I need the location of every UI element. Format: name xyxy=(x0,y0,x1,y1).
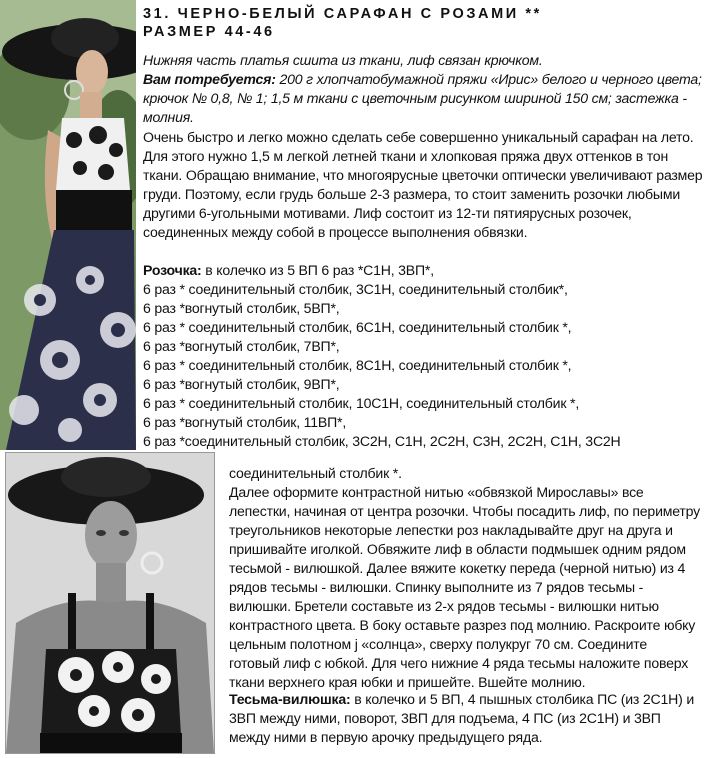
rosette-first-text: в колечко из 5 ВП 6 раз *С1Н, 3ВП*, xyxy=(201,262,434,278)
tesma-text: в колечко и 5 ВП, 4 пышных столбика ПС (из 2С1Н) и 3ВП между ними, поворот, 3ВП для подъема, 4 ПС (из 2С1Н) и 3ВП между ними в первую арочку предыдущего ряда. xyxy=(229,691,695,745)
rosette-row: 6 раз * соединительный столбик, 10С1Н, соединительный столбик *, xyxy=(143,395,580,411)
rosette-row: 6 раз *вогнутый столбик, 7ВП*, xyxy=(143,338,340,354)
assembly-section xyxy=(229,464,701,692)
intro-section xyxy=(143,51,703,127)
rosette-row: 6 раз * соединительный столбик, 6С1Н, соединительный столбик *, xyxy=(143,319,572,335)
intro-subtitle: Нижняя часть платья сшита из ткани, лиф связан крючком. xyxy=(143,52,543,68)
description-paragraph: Очень быстро и легко можно сделать себе совершенно уникальный сарафан на лето. Для этого нужно 1,5 м легкой летней ткани и хлопковая пряжа двух оттенков в тон ткани. Обращаю внимание, что многоярусные цветочки оптически увеличивают размер груди. Поэтому, если грудь больше 2-3 размера, то стоит заменить розочки любыми другими 6-угольными мотивами. Лиф состоит из 12-ти пятиярусных розочек, соединенных между собой в процессе выполнения обвязки. xyxy=(143,129,703,240)
materials-label: Вам потребуется: xyxy=(143,71,276,87)
rosette-instructions xyxy=(143,261,703,451)
tesma-section xyxy=(229,690,701,747)
rosette-row: 6 раз *соединительный столбик, 3С2Н, С1Н, 2С2Н, С3Н, 2С2Н, С1Н, 3С2Н xyxy=(143,433,621,449)
article-size: РАЗМЕР 44-46 xyxy=(143,23,275,40)
rosette-row: 6 раз *вогнутый столбик, 9ВП*, xyxy=(143,376,340,392)
materials-paragraph xyxy=(143,70,703,127)
dress-photo-full xyxy=(0,0,136,450)
assembly-paragraph: Далее оформите контрастной нитью «обвязкой Мирославы» все лепестки, начиная от центра розочки. Чтобы посадить лиф, по периметру треугольников некоторые лепестки роз накладывайте друг на друга и пришивайте иголкой. Обвяжите лиф в области подмышек одним рядом тесьмой - вилюшкой. Далее вяжите кокетку переда (черной нитью) из 4 рядов тесьмы - вилюшки. Спинку выполните из 7 рядов тесьмы - вилюшки. Бретели составьте из 2-х рядов тесьмы - вилюшки нитью контрастного цвета. В боку оставьте разрез под молнию. Раскроите юбку цельным полотном j «солнца», сверху полукруг 70 см. Соедините готовый лиф с юбкой. Для чего нижние 4 ряда тесьмы наложите поверх ткани верхнего края юбки и пришейте. Вшейте молнию. xyxy=(229,484,700,690)
rosette-first-line xyxy=(143,261,703,280)
rosette-last-line: соединительный столбик *. xyxy=(229,465,402,481)
dress-photo-illustration xyxy=(0,0,136,450)
rosette-row: 6 раз * соединительный столбик, 8С1Н, соединительный столбик *, xyxy=(143,357,572,373)
tesma-paragraph xyxy=(229,690,701,747)
bodice-closeup-photo xyxy=(5,452,215,754)
article-header xyxy=(143,6,703,41)
rosette-row: 6 раз *вогнутый столбик, 5ВП*, xyxy=(143,300,340,316)
rosette-row: 6 раз *вогнутый столбик, 11ВП*, xyxy=(143,414,347,430)
rosette-label: Розочка: xyxy=(143,262,202,278)
tesma-label: Тесьма-вилюшка: xyxy=(229,691,351,707)
bodice-photo-illustration xyxy=(6,453,214,753)
rosette-row: 6 раз * соединительный столбик, 3С1Н, соединительный столбик*, xyxy=(143,281,568,297)
materials-text: 200 г хлопчатобумажной пряжи «Ирис» белого и черного цвета; крючок № 0,8, № 1; 1,5 м ткани с цветочным рисунком шириной 150 см; застежка - молния. xyxy=(143,71,702,125)
article-title: 31. ЧЕРНО-БЕЛЫЙ САРАФАН С РОЗАМИ ** xyxy=(143,6,542,22)
